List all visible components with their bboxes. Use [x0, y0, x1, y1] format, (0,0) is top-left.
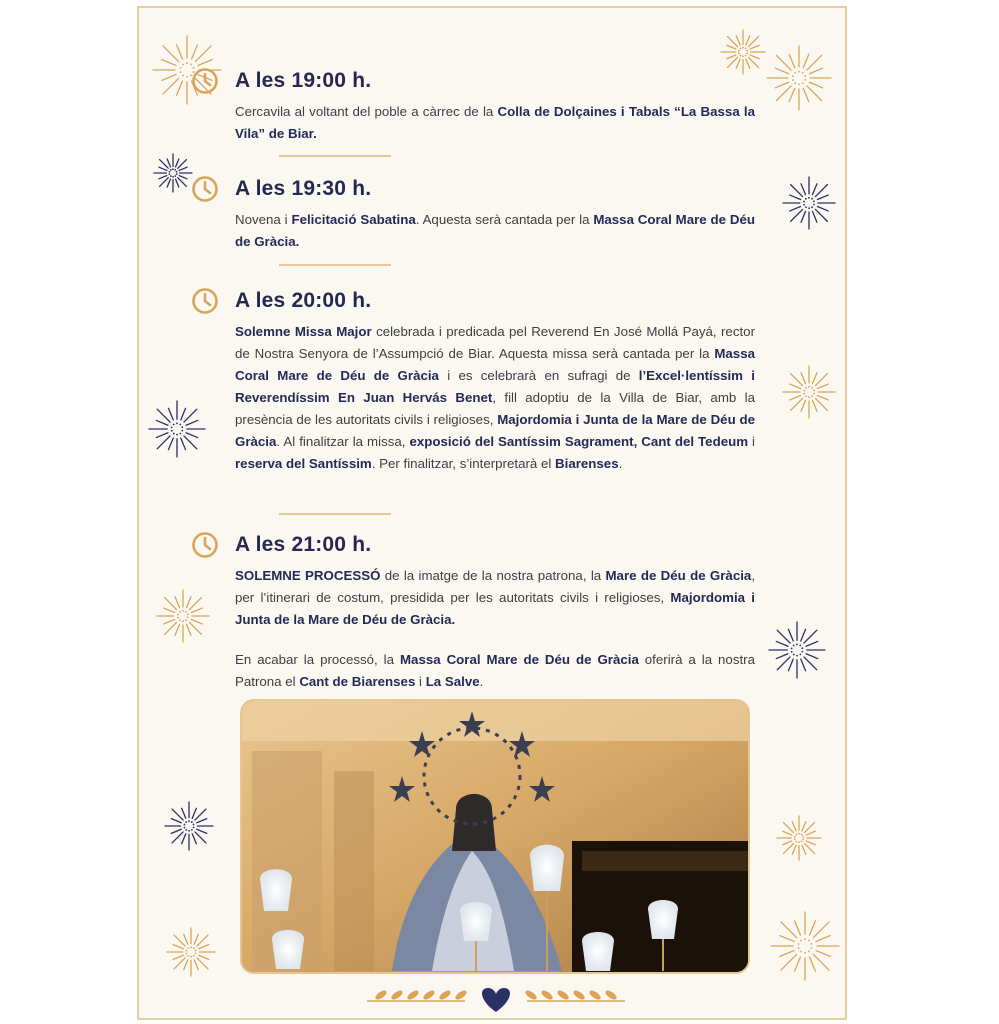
- section-divider: [279, 513, 391, 515]
- laurel-icon: [367, 990, 467, 1001]
- event-description: [235, 101, 755, 145]
- text-run: celebrada i predicada pel Reverend En José Mollá Payá, rector de Nostra Senyora de l’Assumpció de Biar. Aquesta missa serà cantada per la: [235, 324, 755, 361]
- highlighted-text: Colla de Dolçaines i Tabals “La Bassa la Vila” de Biar.: [235, 104, 755, 141]
- text-run: , fill adoptiu de la Villa de Biar, amb la presència de les autoritats civils i religioses,: [235, 390, 755, 427]
- highlighted-text: Majordomia i Junta de la Mare de Déu de Gràcia.: [235, 590, 755, 627]
- procession-image: [242, 701, 750, 974]
- text-run: i: [748, 434, 755, 449]
- text-run: i: [415, 674, 426, 689]
- highlighted-text: exposició del Santíssim Sagrament, Cant del Tedeum: [409, 434, 749, 449]
- text-run: .: [479, 674, 484, 689]
- firework-icon: [781, 175, 837, 231]
- highlighted-text: La Salve: [425, 674, 480, 689]
- event-19-00: [235, 66, 755, 145]
- firework-icon: [165, 926, 217, 978]
- text-run: En acabar la processó, la: [235, 652, 400, 667]
- highlighted-text: Felicitació Sabatina: [291, 212, 416, 227]
- firework-icon: [163, 800, 215, 852]
- laurel-icon: [525, 990, 625, 1001]
- clock-icon: [191, 175, 219, 203]
- firework-icon: [152, 152, 194, 194]
- text-run: oferirà a la nostra Patrona el: [235, 652, 755, 689]
- virgin-statue-photo: [240, 699, 750, 974]
- text-run: , per l’itinerari de costum, presidida per les autoritats civils i religioses,: [235, 568, 756, 605]
- highlighted-text: Solemne Missa Major: [235, 324, 372, 339]
- highlighted-text: Cant de Biarenses: [299, 674, 416, 689]
- highlighted-text: l’Excel·lentíssim i Reverendíssim En Juan Hervás Benet: [235, 368, 755, 405]
- clock-icon: [191, 287, 219, 315]
- page-margin: [0, 0, 137, 1024]
- firework-icon: [719, 28, 767, 76]
- highlighted-text: reserva del Santíssim: [235, 456, 372, 471]
- text-run: . Aquesta serà cantada per la: [415, 212, 594, 227]
- text-run: . Per finalitzar, s’interpretarà el: [371, 456, 556, 471]
- highlighted-text: Mare de Déu de Gràcia: [605, 568, 752, 583]
- text-run: Novena i: [235, 212, 292, 227]
- highlighted-text: Massa Coral Mare de Déu de Gràcia.: [235, 212, 755, 249]
- section-divider: [279, 264, 391, 266]
- event-time: A les 19:30 h.: [235, 177, 372, 200]
- event-21-00: [235, 530, 755, 693]
- footer-ornament: [361, 984, 631, 1016]
- event-19-30: [235, 174, 755, 253]
- event-time: A les 19:00 h.: [235, 69, 372, 92]
- highlighted-text: SOLEMNE PROCESSÓ: [235, 568, 381, 583]
- event-time: A les 20:00 h.: [235, 289, 372, 312]
- firework-icon: [765, 44, 833, 112]
- text-run: Cercavila al voltant del poble a càrrec de la: [235, 104, 498, 119]
- firework-icon: [769, 910, 841, 982]
- clock-icon: [191, 531, 219, 559]
- firework-icon: [147, 399, 207, 459]
- firework-icon: [767, 620, 827, 680]
- text-run: . Al finalitzar la missa,: [276, 434, 410, 449]
- section-divider: [279, 155, 391, 157]
- highlighted-text: Massa Coral Mare de Déu de Gràcia: [235, 346, 755, 383]
- text-run: de la imatge de la nostra patrona, la: [380, 568, 606, 583]
- firework-icon: [151, 34, 223, 106]
- event-closing-note: [235, 649, 755, 693]
- event-description: [235, 565, 755, 631]
- highlighted-text: Massa Coral Mare de Déu de Gràcia: [399, 652, 639, 667]
- event-description: [235, 321, 755, 475]
- heart-icon: [482, 988, 510, 1012]
- text-run: .: [618, 456, 623, 471]
- event-description: [235, 209, 755, 253]
- highlighted-text: Biarenses: [555, 456, 619, 471]
- program-page: [137, 6, 847, 1020]
- text-run: i es celebrarà en sufragi de: [438, 368, 639, 383]
- highlighted-text: Majordomia i Junta de la Mare de Déu de Gràcia: [235, 412, 755, 449]
- firework-icon: [775, 814, 823, 862]
- event-time: A les 21:00 h.: [235, 533, 372, 556]
- firework-icon: [781, 364, 837, 420]
- firework-icon: [155, 588, 211, 644]
- event-20-00: [235, 286, 755, 475]
